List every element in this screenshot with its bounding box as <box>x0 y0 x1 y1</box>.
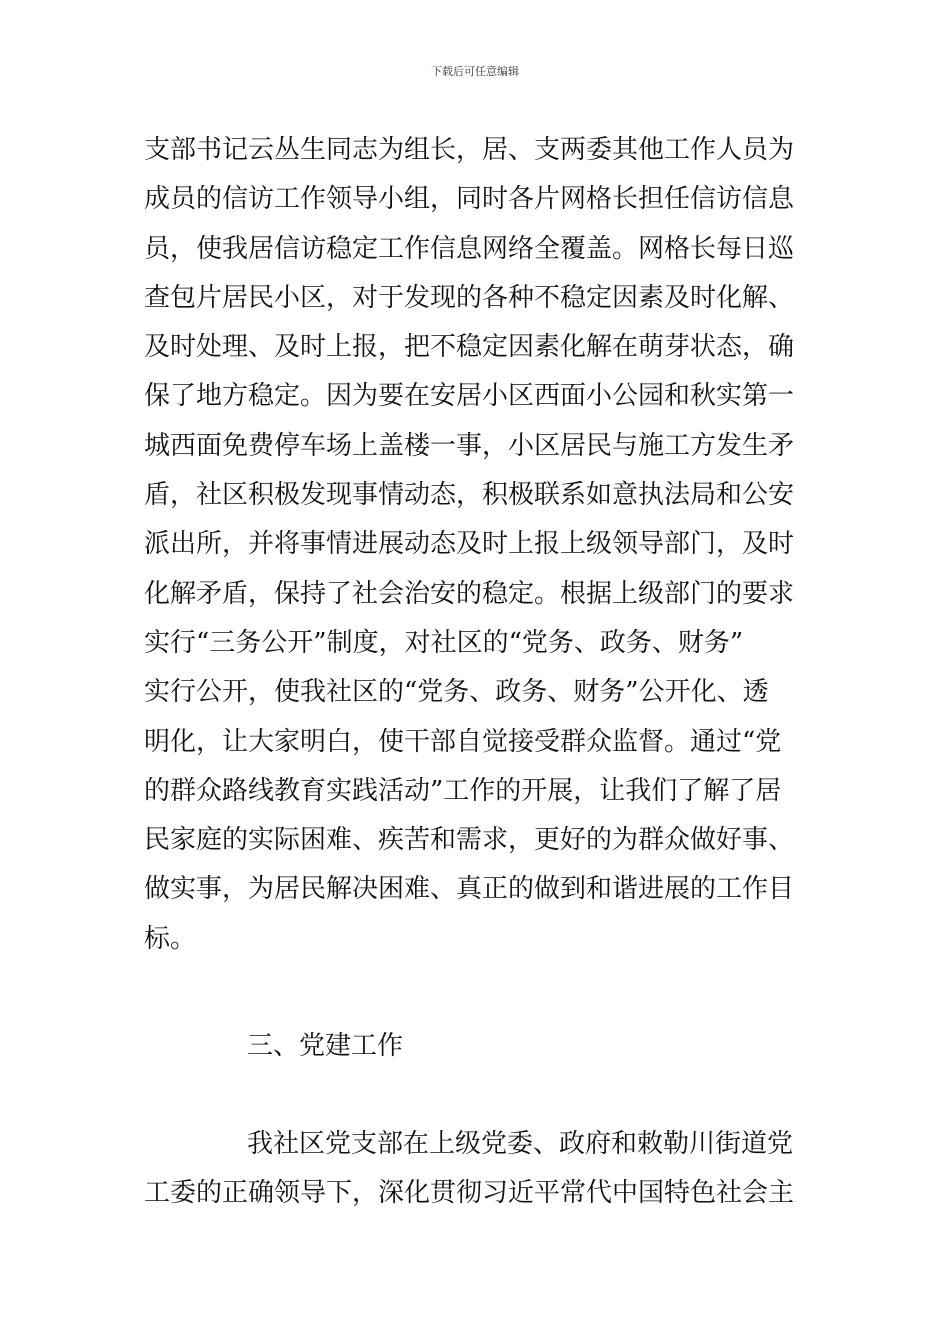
paragraph-line: 成员的信访工作领导小组，同时各片网格长担任信访信息 <box>144 184 795 215</box>
paragraph-line: 员，使我居信访稳定工作信息网络全覆盖。网格长每日巡 <box>144 233 795 264</box>
paragraph-line: 化解矛盾，保持了社会治安的稳定。根据上级部门的要求 <box>144 578 795 609</box>
paragraph-line: 明化，让大家明白，使干部自觉接受群众监督。通过“党 <box>144 726 782 757</box>
paragraph-line: 做实事，为居民解决困难、真正的做到和谐进展的工作目 <box>144 874 795 905</box>
paragraph-line: 我社区党支部在上级党委、政府和敕勒川街道党 <box>247 1129 794 1159</box>
paragraph-line: 支部书记云丛生同志为组长，居、支两委其他工作人员为 <box>144 135 795 165</box>
body-paragraph-1 <box>144 126 808 964</box>
paragraph-line: 盾，社区积极发现事情动态，积极联系如意执法局和公安 <box>144 480 795 511</box>
paragraph-line: 派出所，并将事情进展动态及时上报上级领导部门，及时 <box>144 529 795 560</box>
paragraph-line: 实行“三务公开”制度，对社区的“党务、政务、财务” <box>144 627 744 658</box>
paragraph-line: 民家庭的实际困难、疾苦和需求，更好的为群众做好事、 <box>144 825 795 856</box>
paragraph-line: 标。 <box>144 923 197 954</box>
body-paragraph-2 <box>144 1120 808 1219</box>
paragraph-line: 保了地方稳定。因为要在安居小区西面小公园和秋实第一 <box>144 381 795 412</box>
page-header: 下载后可任意编辑 <box>431 65 519 78</box>
paragraph-line: 的群众路线教育实践活动”工作的开展，让我们了解了居 <box>144 775 782 806</box>
paragraph-line: 及时处理、及时上报，把不稳定因素化解在萌芽状态，确 <box>144 332 795 363</box>
section-heading: 三、党建工作 <box>247 1031 404 1061</box>
paragraph-line: 查包片居民小区，对于发现的各种不稳定因素及时化解、 <box>144 282 795 313</box>
paragraph-line: 实行公开，使我社区的“党务、政务、财务”公开化、透 <box>144 677 769 708</box>
paragraph-line: 城西面免费停车场上盖楼一事，小区居民与施工方发生矛 <box>144 430 795 461</box>
paragraph-line: 工委的正确领导下，深化贯彻习近平常代中国特色社会主 <box>144 1178 795 1209</box>
